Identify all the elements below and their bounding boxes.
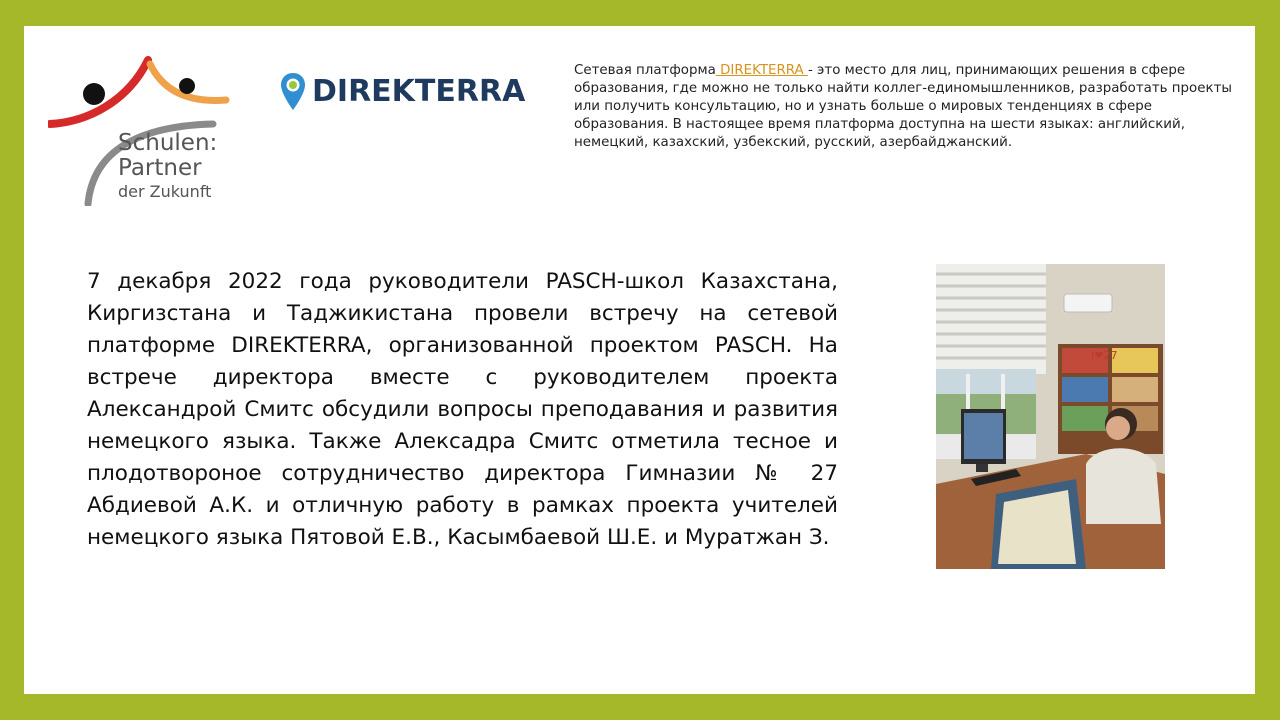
direkterra-wordmark: DIREKTERRA	[312, 74, 526, 109]
map-pin-icon	[280, 72, 306, 112]
platform-text-before: Сетевая платформа	[574, 63, 716, 78]
meeting-photo	[936, 264, 1165, 569]
direkterra-logo	[280, 70, 526, 112]
logo-line-3: der Zukunft	[118, 182, 212, 201]
meeting-photo-illustration	[936, 264, 1165, 569]
main-paragraph: 7 декабря 2022 года руководители PASCH-школ Казахстана, Киргизстана и Таджикистана провели встречу на сетевой платформе DIREKTERRA, организованной проектом PASCH. На встрече директора вместе с руководителем проекта Александрой Смитс обсудили вопросы преподавания и развития немецкого языка. Также Алексадра Смитс отметила тесное и плодотвороное сотрудничество директора Гимназии № 27 Абдиевой А.К. и отличную работу в рамках проекта учителей немецкого языка Пятовой Е.В., Касымбаевой Ш.Е. и Муратжан З.	[87, 269, 838, 550]
logo-line-1: Schulen:	[118, 130, 218, 156]
pasch-logo	[48, 56, 238, 206]
slide	[24, 26, 1255, 694]
wall-sign: I❤27	[1091, 349, 1118, 362]
platform-text-after: - это место для лиц, принимающих решения в сфере образования, где можно не только найти коллег-единомышленников, разработать проекты или получить консультацию, но и узнать больше о мировых тенденциях в сфере образования. В настоящее время платформа доступна на шести языках: английский, немецкий, казахский, узбекский, русский, азербайджанский.	[574, 63, 1232, 150]
direkterra-link[interactable]: DIREKTERRA	[715, 63, 808, 78]
logo-line-2: Partner	[118, 155, 202, 181]
platform-description	[574, 62, 1238, 152]
